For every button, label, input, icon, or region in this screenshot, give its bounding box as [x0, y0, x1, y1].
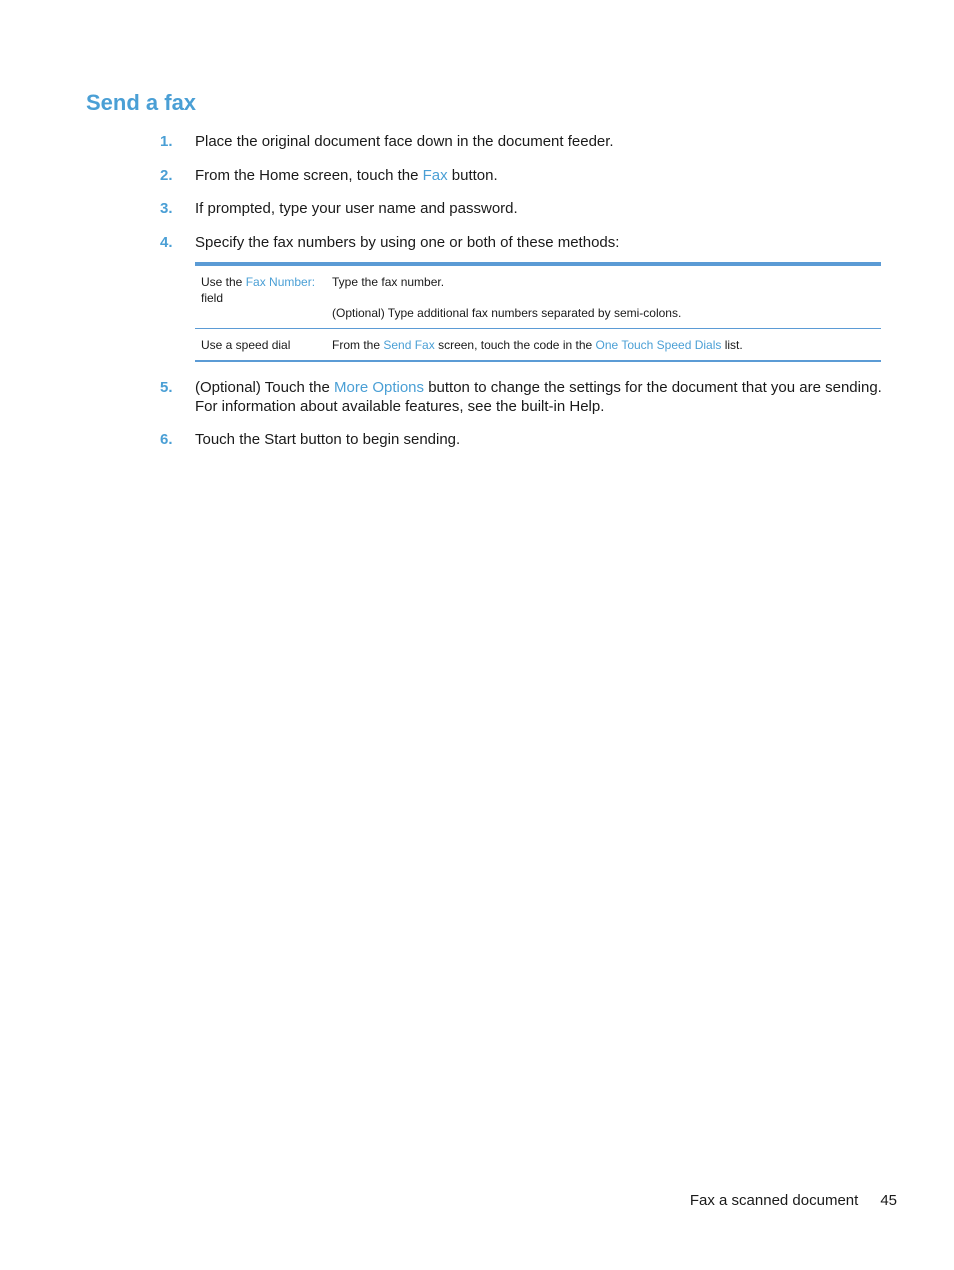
- description-text: list.: [721, 337, 743, 352]
- page-footer: [690, 1192, 897, 1209]
- table-row: [195, 266, 881, 328]
- steps-list: [160, 132, 882, 464]
- step-text-part: button.: [447, 166, 498, 184]
- step-text-part: (Optional) Touch the: [195, 378, 334, 396]
- table-row: [195, 328, 881, 360]
- step-2: [160, 166, 882, 185]
- step-text: If prompted, type your user name and password.: [195, 200, 518, 217]
- description-cell: [332, 329, 881, 360]
- step-text: Specify the fax numbers by using one or both of these methods:: [195, 233, 620, 251]
- step-text-part: button to change the settings for the document that you are sending. For information about available features, see the built-in Help.: [195, 378, 882, 415]
- step-text-part: From the Home screen, touch the: [195, 166, 423, 184]
- step-text: Touch the Start button to begin sending.: [195, 431, 461, 448]
- step-6: [160, 430, 882, 449]
- step-text: [195, 166, 882, 185]
- step-text: [195, 378, 882, 416]
- method-text: Use the: [201, 274, 246, 289]
- step-3: [160, 199, 882, 218]
- send-fax-screen-reference: Send Fax: [383, 337, 435, 352]
- step-number: 6.: [160, 431, 173, 448]
- fax-number-field-reference: Fax Number:: [245, 274, 316, 289]
- description-text: From the: [332, 337, 384, 352]
- description-text: screen, touch the code in the: [434, 337, 596, 352]
- step-4: [160, 233, 882, 252]
- step-1: [160, 132, 882, 151]
- step-number: 2.: [160, 166, 173, 184]
- more-options-button-reference: More Options: [333, 378, 425, 396]
- step-number: 3.: [160, 200, 173, 217]
- description-cell: [332, 266, 881, 328]
- step-number: 1.: [160, 133, 173, 150]
- step-5: [160, 378, 882, 416]
- fax-methods-table: [195, 262, 881, 362]
- method-cell: [195, 266, 332, 328]
- method-cell: Use a speed dial: [201, 337, 291, 352]
- speed-dials-list-reference: One Touch Speed Dials: [595, 337, 722, 352]
- step-text: Place the original document face down in the document feeder.: [195, 133, 614, 150]
- footer-section-title: Fax a scanned document: [689, 1192, 859, 1209]
- description-line: Type the fax number.: [332, 274, 445, 289]
- method-text: field: [201, 290, 224, 305]
- page-number: 45: [880, 1192, 897, 1209]
- description-line: (Optional) Type additional fax numbers separated by semi-colons.: [332, 305, 682, 320]
- page-title: Send a fax: [86, 90, 197, 115]
- step-number: 4.: [160, 233, 173, 251]
- fax-button-reference: Fax: [422, 166, 448, 184]
- step-number: 5.: [160, 378, 173, 396]
